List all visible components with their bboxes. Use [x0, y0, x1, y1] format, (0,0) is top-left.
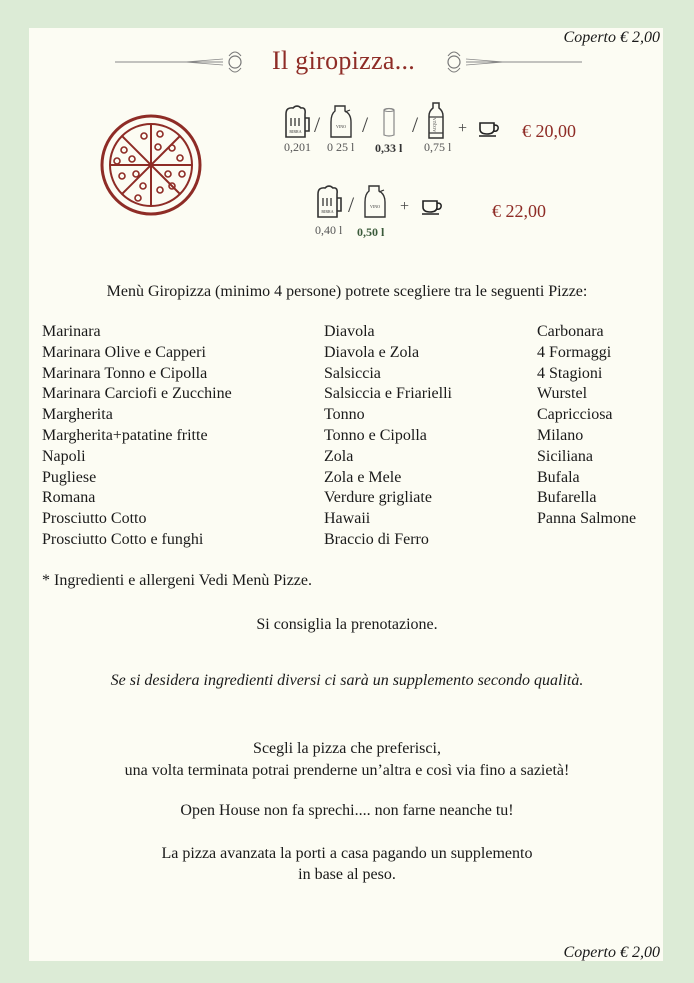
svg-text:VINO: VINO	[336, 124, 346, 129]
can-volume-label: 0,33 l	[375, 141, 403, 155]
wine-volume-label: 0 25 l	[327, 140, 355, 154]
pizza-item: Carbonara	[537, 323, 604, 340]
pizza-item: Margherita+patatine fritte	[42, 426, 208, 444]
pizza-item: Panna Salmone	[537, 510, 637, 528]
pizza-icon	[100, 114, 202, 216]
coffee-cup-icon	[478, 121, 500, 137]
cover-charge-top: Coperto € 2,00	[563, 29, 660, 46]
pizza-item: Capricciosa	[537, 406, 613, 424]
svg-text:BIRRA: BIRRA	[289, 129, 302, 134]
svg-text:ACQUA: ACQUA	[432, 117, 437, 133]
title-ornament-right	[442, 46, 582, 78]
pizza-item: Romana	[42, 489, 96, 507]
pizza-item: Marinara Tonno e Cipolla	[42, 364, 208, 382]
pizza-item: Wurstel	[537, 385, 588, 403]
pizza-item: Zola e Mele	[324, 468, 402, 486]
pizza-item: Tonno e Cipolla	[324, 426, 427, 444]
pizza-item: Marinara Olive e Capperi	[42, 343, 206, 361]
pizza-item: 4 Stagioni	[537, 364, 603, 382]
bottle-volume-label: 0,75 l	[424, 140, 452, 154]
pizza-item: Prosciutto Cotto	[42, 510, 147, 528]
separator: /	[348, 192, 355, 217]
pizza-item: Pugliese	[42, 468, 97, 486]
pizza-list-col3	[537, 322, 636, 530]
pizza-item: Hawaii	[324, 510, 371, 528]
pizza-item: Prosciutto Cotto e funghi	[42, 530, 204, 548]
coffee-cup-icon	[421, 199, 443, 215]
offer2-price: € 22,00	[492, 201, 546, 221]
water-bottle-icon	[426, 101, 446, 141]
soda-can-icon	[381, 106, 397, 138]
svg-text:VINO: VINO	[370, 204, 380, 209]
reservation-note: Si consiglia la prenotazione.	[256, 616, 438, 633]
svg-text:BIRRA: BIRRA	[321, 209, 334, 214]
beer-volume-label: 0,40 l	[315, 223, 343, 237]
pizza-item: Zola	[324, 447, 354, 465]
beer-mug-icon	[283, 104, 311, 140]
waste-note: Open House non fa sprechi.... non farne neanche tu!	[180, 802, 514, 819]
pizza-item: Diavola	[324, 323, 375, 340]
choose-line-2: una volta terminata potrai prenderne un’altra e così via fino a sazietà!	[124, 762, 570, 779]
allergens-note: * Ingredienti e allergeni Vedi Menù Pizze.	[42, 572, 312, 589]
pizza-item: Margherita	[42, 406, 113, 424]
intro-text: Menù Giropizza (minimo 4 persone) potrete scegliere tra le seguenti Pizze:	[106, 283, 588, 300]
leftover-line-1: La pizza avanzata la porti a casa pagando un supplemento	[161, 845, 533, 862]
offer1-price: € 20,00	[522, 121, 576, 141]
page-title: Il giropizza...	[272, 46, 416, 75]
pizza-item: Marinara	[42, 323, 101, 340]
pizza-item: Bufala	[537, 468, 580, 486]
pizza-item: Bufarella	[537, 489, 597, 507]
plus-sign: +	[458, 120, 468, 137]
pizza-item: Braccio di Ferro	[324, 530, 429, 548]
pizza-list-col1	[42, 322, 232, 551]
pizza-item: Napoli	[42, 447, 86, 465]
pizza-item: Marinara Carciofi e Zucchine	[42, 385, 232, 403]
separator: /	[362, 112, 369, 137]
pizza-item: Milano	[537, 426, 584, 444]
title-ornament-left	[115, 46, 250, 78]
pizza-item: Salsiccia	[324, 364, 381, 382]
pizza-item: Diavola e Zola	[324, 343, 420, 361]
wine-carafe-icon	[362, 184, 388, 220]
choose-line-1: Scegli la pizza che preferisci,	[253, 740, 441, 757]
supplement-note: Se si desidera ingredienti diversi ci sarà un supplemento secondo qualità.	[110, 672, 584, 689]
beer-volume-label: 0,201	[284, 140, 311, 154]
pizza-item: 4 Formaggi	[537, 343, 612, 361]
plus-sign: +	[400, 198, 410, 215]
pizza-list-col2	[324, 322, 452, 551]
pizza-item: Salsiccia e Friarielli	[324, 385, 452, 403]
leftover-line-2: in base al peso.	[298, 866, 396, 883]
cover-charge-bottom: Coperto € 2,00	[563, 944, 660, 961]
wine-carafe-icon	[328, 104, 354, 140]
beer-mug-icon	[315, 184, 343, 220]
separator: /	[412, 112, 419, 137]
pizza-item: Siciliana	[537, 447, 593, 465]
separator: /	[314, 112, 321, 137]
wine-volume-label: 0,50 l	[357, 225, 385, 239]
pizza-item: Tonno	[324, 406, 365, 424]
pizza-item: Verdure grigliate	[324, 489, 432, 507]
